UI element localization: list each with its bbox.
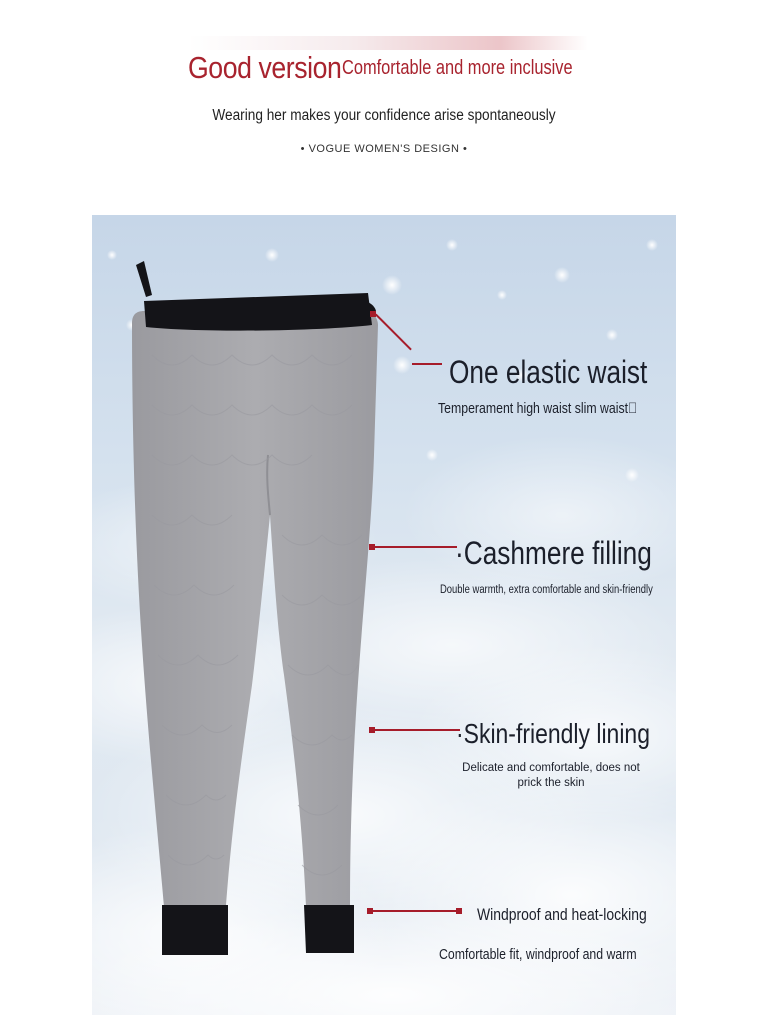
feature-desc-lining: Delicate and comfortable, does not prick the skin [462,762,640,789]
leader-dot-windproof-end [456,908,462,914]
leader-line-waist [412,363,442,365]
feature-title-windproof: Windproof and heat-locking [477,905,647,924]
feature-title-lining: ·Skin-friendly lining [456,718,650,749]
feature-title-waist: One elastic waist [449,354,648,390]
page-subtitle: Comfortable and more inclusive [342,57,573,79]
tagline: Wearing her makes your confidence arise spontaneously [212,107,556,124]
leader-line-cashmere [375,546,457,548]
product-panel [92,215,676,1015]
feature-title-cashmere: ·Cashmere filling [455,535,652,571]
header-decoration [188,36,588,50]
leader-line-windproof [373,910,459,912]
leader-dot-waist [370,311,376,317]
feature-desc-waist: Temperament high waist slim waist  [438,400,638,417]
product-illustration [92,215,676,1015]
feature-desc-cashmere: Double warmth, extra comfortable and skin-friendly [440,584,653,596]
feature-desc-windproof: Comfortable fit, windproof and warm [439,946,637,963]
design-label: • VOGUE WOMEN'S DESIGN • [300,143,468,155]
leader-line-lining [375,729,460,731]
page-title: Good version [188,50,342,85]
